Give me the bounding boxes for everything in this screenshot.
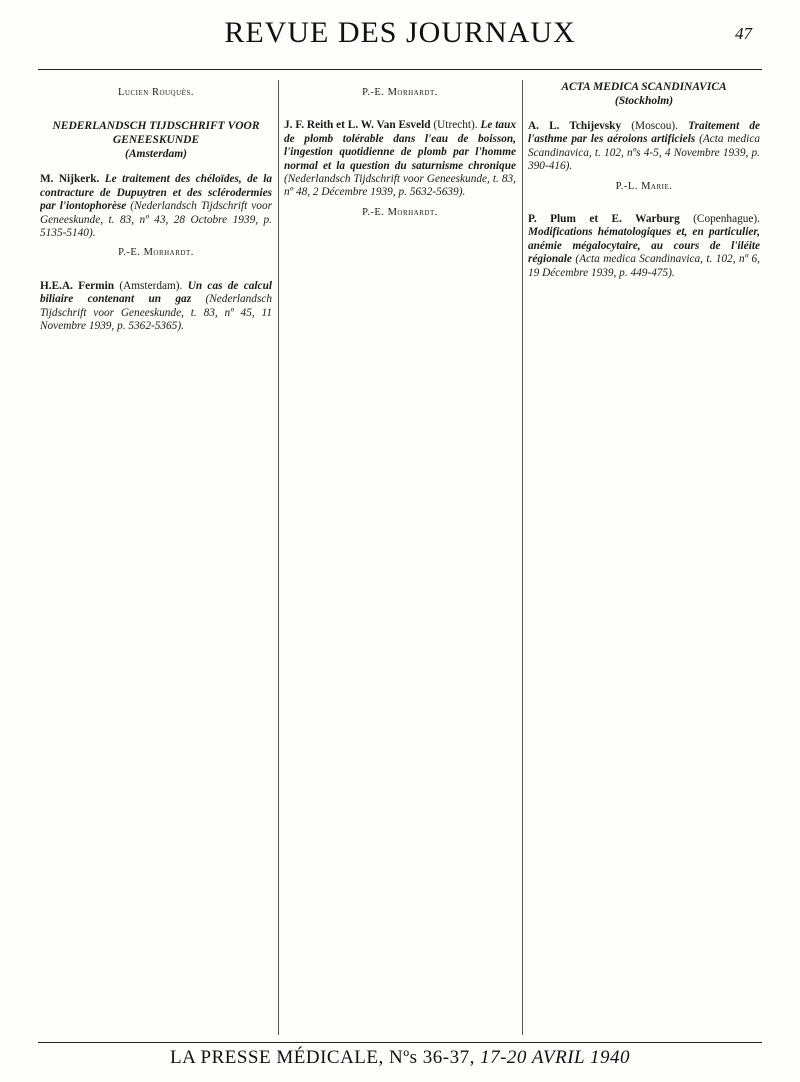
article-reference: (Nederlandsch Tijdschrift voor Geneeskunde, t. 83, nº 48, 2 Décembre 1939, p. 5632-5639). [284,173,516,199]
article-city: (Copenhague). [693,213,760,226]
article-heading [284,119,516,199]
masthead [38,10,762,70]
page-title: REVUE DES JOURNAUX [224,16,576,49]
journal-city: (Stockholm) [614,95,674,107]
article-title: Traitement de l'asthme par les aéroions artificiels [528,120,760,146]
journal-section-heading [528,80,760,108]
article-signature: P.-L. Marie. [615,180,673,192]
article-city: (Utrecht). [433,119,481,132]
footer-journal: LA PRESSE MÉDICALE, Nºs 36-37, [169,1047,481,1068]
article-reference: (Acta medica Scandinavica, t. 102, nº 6, 19 Décembre 1939, p. 449-475). [528,253,760,279]
article-author: P. Plum et E. Warburg [528,213,694,226]
article-city: (Amsterdam). [119,279,188,292]
article-signature: P.-E. Morhardt. [362,206,438,218]
journal-city: (Amsterdam) [125,148,187,161]
article-author: H.E.A. Fermin [40,279,120,292]
article-author: J. F. Reith et L. W. Van Esveld [284,119,434,132]
article-block [284,86,516,99]
article-heading [40,173,272,240]
article-title: Le taux de plomb tolérable dans l'eau de boisson, l'ingestion quotidienne de plomb par l'homme normal et la question du saturnisme chronique [284,119,516,172]
footer-date: 17-20 AVRIL 1940 [480,1047,630,1068]
article-signature: P.-E. Morhardt. [118,247,194,259]
article-author: M. Nijkerk. [40,173,105,186]
article-author: A. L. Tchijevsky [528,120,632,132]
article-title: Modifications hématologiques et, en particulier, anémie mégalocytaire, au cours de l'iléite régionale [528,226,760,266]
article-heading [40,280,272,334]
journal-name: ACTA MEDICA SCANDINAVICA [561,81,727,93]
article-reference: (Acta medica Scandinavica, t. 102, nºs 4-5, 4 Novembre 1939, p. 390-416). [528,133,760,173]
column-3 [528,80,760,1035]
article-title: Un cas de calcul biliaire contenant un gaz [40,279,272,306]
journal-section-heading [40,119,272,161]
article-block [528,120,760,193]
column-2 [284,80,516,1035]
column-1 [40,80,272,1035]
journal-name: NEDERLANDSCH TIJDSCHRIFT VOOR GENEESKUNDE [52,120,260,147]
article-block [40,173,272,259]
page-number: 47 [735,24,752,43]
article-title: Le traitement des chéloïdes, de la contracture de Dupuytren et des sclérodermies par l'iontophorèse [40,173,272,213]
article-heading [528,120,760,174]
article-reference: (Nederlandsch Tijdschrift voor Geneeskunde, t. 83, nº 43, 28 Octobre 1939, p. 5135-5140). [40,200,272,240]
article-heading [528,213,760,280]
article-block [40,86,272,99]
article-block [528,213,760,280]
article-city: (Moscou). [631,120,689,132]
column-divider [278,80,279,1035]
page-footer [38,1042,762,1074]
column-divider [522,80,523,1035]
article-signature: P.-E. Morhardt. [362,87,438,98]
article-signature: Lucien Rouquès. [118,87,194,98]
article-block [284,119,516,219]
article-block [40,280,272,334]
article-reference: (Nederlandsch Tijdschrift voor Geneeskunde, t. 83, nº 45, 11 Novembre 1939, p. 5362-5365). [40,293,272,333]
